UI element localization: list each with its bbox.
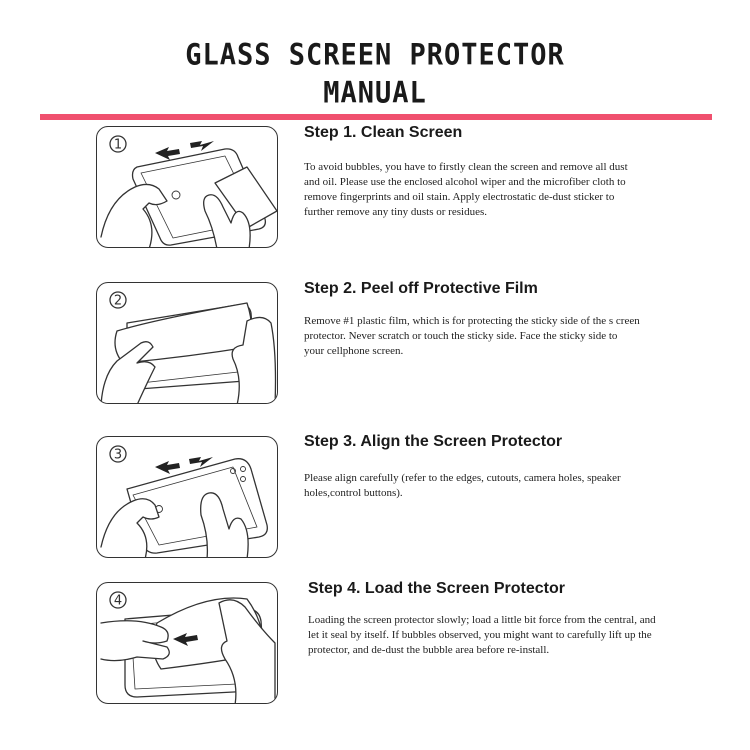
step-number: 1 [113, 137, 123, 153]
step2-illustration [96, 282, 278, 404]
arrow-right-icon [190, 141, 214, 151]
step2-title: Step 2. Peel off Protective Film [304, 280, 538, 297]
step4-title: Step 4. Load the Screen Protector [308, 580, 565, 597]
step4-text: Loading the screen protector slowly; load a little bit force from the central, and let it seal by itself. If bubbles observed, you might want to carefully lift up the protector, and de-dust the bubble area before re-install. [308, 614, 656, 656]
manual-title-line2: MANUAL [323, 76, 427, 111]
right-hand [219, 600, 275, 704]
step1-illustration [96, 126, 278, 248]
step-number: 2 [113, 293, 123, 309]
step1-text: To avoid bubbles, you have to firstly clean the screen and remove all dust and oil. Please use the enclosed alcohol wiper and the microfiber cloth to remove fingerprints and oil stain. Apply electrostatic de-dust sticker to further remove any tiny dusts or residues. [304, 161, 628, 218]
arrow-left-icon [155, 147, 180, 160]
step4-illustration [96, 582, 278, 704]
header-divider [40, 114, 712, 120]
step3-illustration [96, 436, 278, 558]
manual-title-line1: GLASS SCREEN PROTECTOR [185, 38, 565, 73]
step3-text: Please align carefully (refer to the edges, cutouts, camera holes, speaker holes,control buttons). [304, 472, 621, 499]
step-number: 3 [113, 447, 123, 463]
left-hand [101, 621, 169, 661]
step2-text: Remove #1 plastic film, which is for protecting the sticky side of the s creen protector. Never scratch or touch the sticky side. Face the sticky side to your cellphone screen. [304, 315, 640, 357]
right-hand [201, 493, 248, 558]
left-hand [101, 184, 167, 248]
arrow-left-icon [155, 461, 180, 474]
step-number: 4 [113, 593, 123, 609]
step3-title: Step 3. Align the Screen Protector [304, 433, 563, 450]
step1-title: Step 1. Clean Screen [304, 124, 463, 141]
